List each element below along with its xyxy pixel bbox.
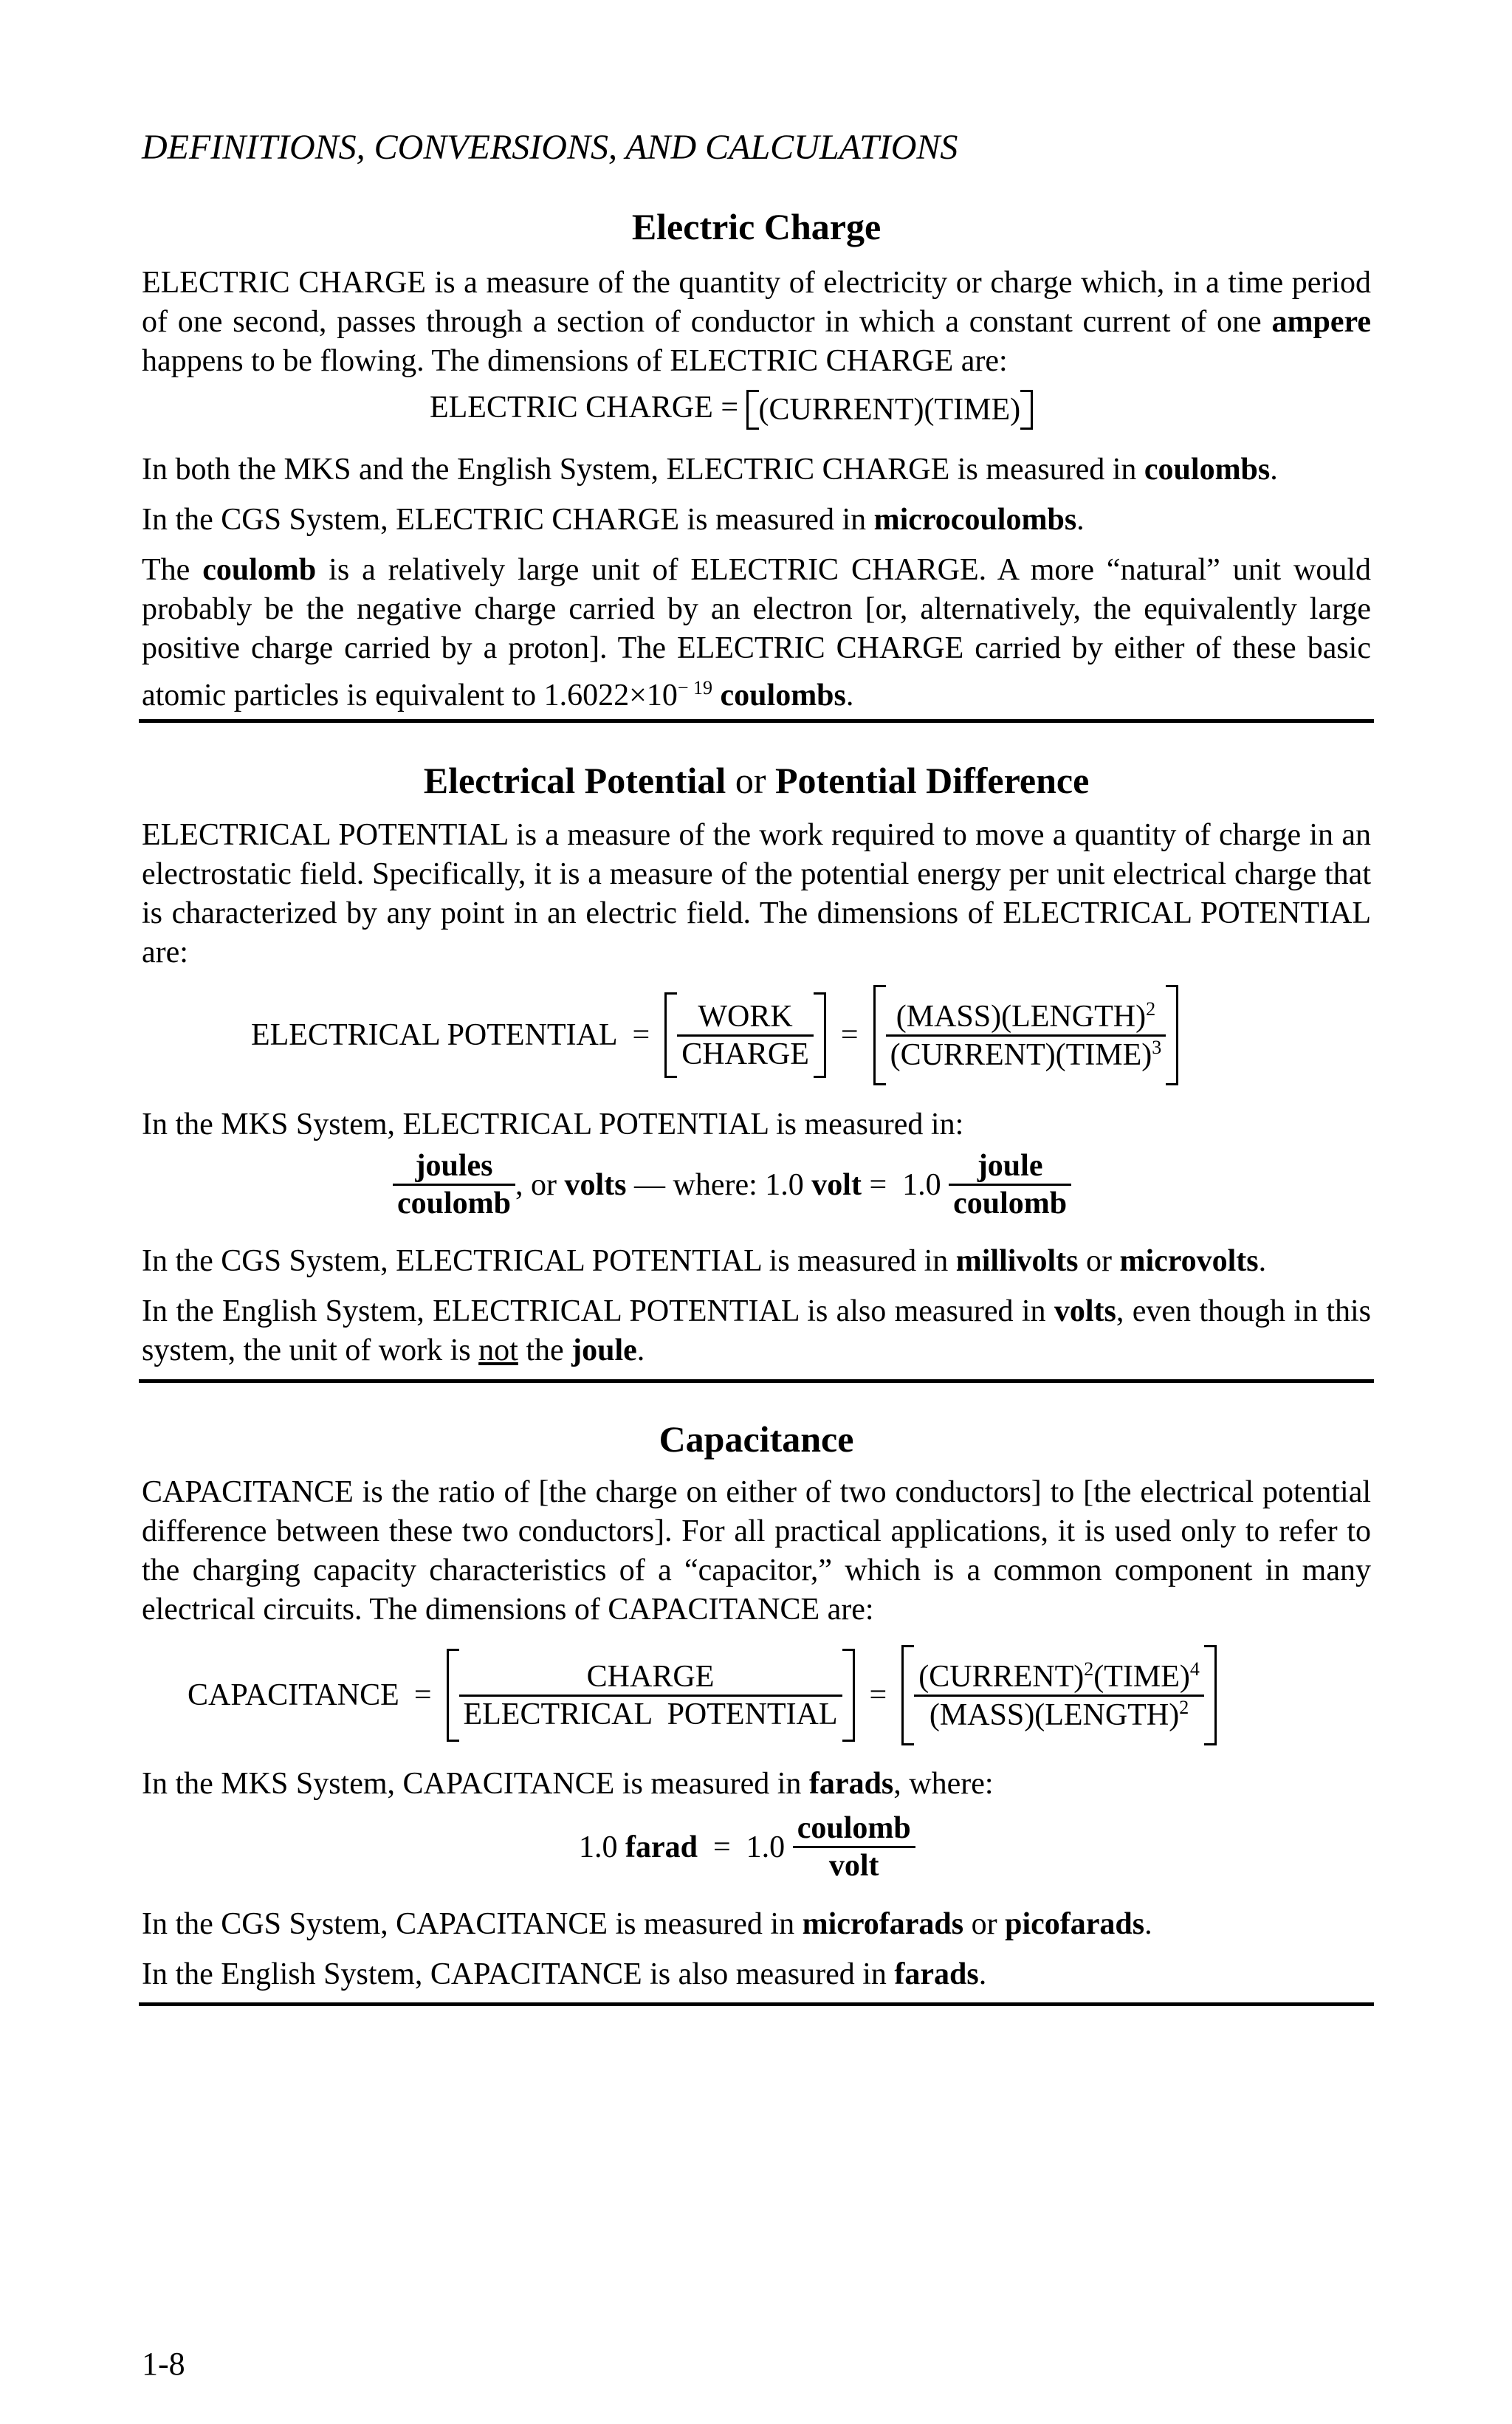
exponent: 3 xyxy=(1152,1036,1162,1058)
denominator: ELECTRICAL POTENTIAL xyxy=(463,1697,838,1731)
numerator xyxy=(914,1658,1204,1695)
equals-sign: = xyxy=(413,1678,432,1712)
capacitance-paragraph-1: CAPACITANCE is the ratio of [the charge on either of two conductors] to [the electrical potential difference between these two conductors]. For all practical applications, it is used only to refer to the charging capacity characteristics of a “capacitor,” which is a common component in many electrical circuits. The dimensions of CAPACITANCE are: xyxy=(142,1475,1371,1627)
numerator-text: (TIME) xyxy=(1093,1659,1190,1694)
potential-paragraph-4: In the English System, ELECTRICAL POTENTIAL is also measured in volts, even though in this system, the unit of work is not the joule. xyxy=(142,1294,1372,1367)
bold-term: farads xyxy=(894,1957,979,1991)
bracket-group xyxy=(447,1649,855,1742)
exponent: 4 xyxy=(1189,1658,1200,1680)
text: — where: 1.0 xyxy=(626,1167,812,1202)
exponent: − 19 xyxy=(677,677,713,698)
capacitance-equation xyxy=(188,1645,1417,1745)
fraction-charge-potential xyxy=(459,1659,842,1732)
numerator-text: (MASS)(LENGTH) xyxy=(896,999,1147,1034)
denominator xyxy=(925,1697,1193,1733)
underlined-term: not xyxy=(478,1333,518,1367)
text: In the MKS System, CAPACITANCE is measured in xyxy=(142,1767,809,1801)
left-bracket xyxy=(664,992,677,1078)
page xyxy=(142,0,1371,2424)
numerator: coulomb xyxy=(797,1811,911,1845)
numerator xyxy=(892,998,1160,1034)
left-bracket xyxy=(447,1649,459,1742)
text: In both the MKS and the English System, ELECTRIC CHARGE is measured in xyxy=(142,453,1144,487)
numerator-text: (CURRENT) xyxy=(918,1659,1085,1694)
text: = 1.0 xyxy=(861,1167,949,1202)
section-title-electrical-potential xyxy=(142,759,1371,802)
text: or xyxy=(963,1907,1006,1941)
title-part: Potential Difference xyxy=(774,760,1090,801)
denominator xyxy=(886,1037,1166,1073)
text: is a relatively large unit of ELECTRIC CHARGE. A more “natural” unit would probably be the negative charge carried by an electron [or, alternatively, the equivalently large positive charge carried by a proton]. The ELECTRIC CHARGE carried by either of these basic atomic particles is equivalent to xyxy=(142,553,1371,713)
fraction-coulomb-volt xyxy=(793,1810,915,1884)
electron-charge-value: 1.6022×10 xyxy=(543,679,678,713)
bracket-group xyxy=(873,985,1179,1085)
equation-lhs: CAPACITANCE xyxy=(188,1678,399,1712)
right-bracket xyxy=(842,1649,855,1742)
exponent: 2 xyxy=(1179,1696,1189,1718)
equals-sign: = xyxy=(721,391,746,425)
bold-term: coulomb xyxy=(202,553,317,587)
bold-term: picofarads xyxy=(1005,1907,1145,1941)
capacitance-paragraph-2 xyxy=(142,1765,1371,1804)
bracket-group xyxy=(664,992,826,1078)
numerator: joule xyxy=(977,1149,1043,1183)
denominator: coulomb xyxy=(397,1187,512,1220)
potential-equation xyxy=(251,985,1480,1085)
charge-paragraph-1 xyxy=(142,264,1371,381)
denominator-text: (CURRENT)(TIME) xyxy=(890,1037,1152,1072)
text: In the CGS System, CAPACITANCE is measured in xyxy=(142,1907,803,1941)
fraction-work-charge xyxy=(677,999,814,1072)
fraction-dimensions xyxy=(886,998,1166,1073)
left-bracket xyxy=(873,985,886,1085)
text: In the English System, ELECTRICAL POTENTIAL is also measured in xyxy=(142,1294,1054,1328)
capacitance-paragraph-3: In the CGS System, CAPACITANCE is measured in microfarads or picofarads. xyxy=(142,1907,1152,1941)
bold-term: volts xyxy=(1054,1294,1116,1328)
bold-term: volts xyxy=(564,1167,627,1202)
title-part: Electrical Potential xyxy=(423,760,726,801)
bold-term: farads xyxy=(808,1767,894,1801)
text: happens to be flowing. The dimensions of ELECTRIC CHARGE are: xyxy=(142,344,1008,378)
numerator: CHARGE xyxy=(586,1659,715,1694)
bold-term: ampere xyxy=(1271,305,1371,339)
potential-paragraph-1: ELECTRICAL POTENTIAL is a measure of the work required to move a quantity of charge in an electrostatic field. Specifically, it is a measure of the potential energy per unit electrical charge that is characterized by any point in an electric field. The dimensions of ELECTRICAL POTENTIAL are: xyxy=(142,818,1371,969)
charge-equation xyxy=(430,390,1512,430)
running-head: DEFINITIONS, CONVERSIONS, AND CALCULATIONS xyxy=(142,128,958,167)
section-title-electric-charge: Electric Charge xyxy=(631,206,882,247)
bold-term: coulombs xyxy=(1144,453,1271,487)
text: 1.0 xyxy=(579,1830,625,1864)
numerator: WORK xyxy=(698,999,793,1034)
left-bracket xyxy=(746,390,759,430)
text: = 1.0 xyxy=(698,1830,793,1864)
section-divider xyxy=(139,2002,1374,2006)
fraction-joules-coulomb xyxy=(393,1148,515,1221)
equation-lhs: ELECTRIC CHARGE xyxy=(430,391,713,425)
bold-term: joule xyxy=(571,1333,637,1367)
text: , even though in this system, the unit of work is xyxy=(142,1294,1372,1367)
right-bracket xyxy=(1020,390,1033,430)
section-title-capacitance: Capacitance xyxy=(659,1418,854,1460)
text: In the CGS System, ELECTRICAL POTENTIAL is measured in xyxy=(142,1244,956,1278)
equals-sign: = xyxy=(869,1678,887,1712)
text: , or xyxy=(515,1167,565,1202)
bold-term: coulombs xyxy=(720,679,846,713)
left-bracket xyxy=(901,1645,914,1745)
fraction-joule-coulomb xyxy=(949,1148,1071,1221)
section-divider xyxy=(139,719,1374,723)
equals-sign: = xyxy=(840,1018,859,1052)
potential-paragraph-3: In the CGS System, ELECTRICAL POTENTIAL is measured in millivolts or microvolts. xyxy=(142,1244,1267,1278)
numerator: joules xyxy=(415,1149,493,1183)
text: The xyxy=(142,553,203,587)
equation-lhs: ELECTRICAL POTENTIAL xyxy=(251,1018,618,1052)
volt-definition xyxy=(393,1148,1512,1221)
capacitance-paragraph-4: In the English System, CAPACITANCE is also measured in farads. xyxy=(142,1957,987,1991)
exponent: 2 xyxy=(1084,1658,1094,1680)
right-bracket xyxy=(1166,985,1178,1085)
equals-sign: = xyxy=(632,1018,650,1052)
text: , where: xyxy=(893,1767,994,1801)
fraction-dimensions xyxy=(914,1658,1204,1733)
bracket-group xyxy=(746,390,1034,430)
section-divider xyxy=(139,1379,1374,1383)
bold-term: volt xyxy=(811,1167,862,1202)
equation-rhs: (CURRENT)(TIME) xyxy=(758,393,1021,428)
right-bracket xyxy=(814,992,826,1078)
farad-definition xyxy=(579,1810,1512,1884)
text: In the English System, CAPACITANCE is also measured in xyxy=(142,1957,895,1991)
title-or: or xyxy=(735,760,766,801)
text: or xyxy=(1078,1244,1120,1278)
text: In the CGS System, ELECTRIC CHARGE is measured in xyxy=(142,503,874,537)
bold-term: millivolts xyxy=(955,1244,1079,1278)
charge-paragraph-2: In both the MKS and the English System, ELECTRIC CHARGE is measured in coulombs. xyxy=(142,453,1278,487)
charge-paragraph-4: The coulomb is a relatively large unit of ELECTRIC CHARGE. A more “natural” unit would probably be the negative charge carried by an electron [or, alternatively, the equivalently large positive charge carried by a proton]. The ELECTRIC CHARGE carried by either of these basic atomic particles is equivalent to $1.6022\times 10^{- 19}$ coulombs. xyxy=(142,553,1371,713)
text: ELECTRIC CHARGE is a measure of the quantity of electricity or charge which, in a time period of one second, passes through a section of conductor in which a constant current of one xyxy=(142,266,1371,339)
denominator: CHARGE xyxy=(681,1037,809,1071)
denominator: volt xyxy=(828,1849,879,1883)
charge-paragraph-3: In the CGS System, ELECTRIC CHARGE is measured in microcoulombs. xyxy=(142,503,1085,537)
right-bracket xyxy=(1204,1645,1217,1745)
text: the xyxy=(518,1333,572,1367)
bracket-group xyxy=(901,1645,1217,1745)
bold-term: microvolts xyxy=(1119,1244,1259,1278)
exponent: 2 xyxy=(1146,998,1156,1020)
bold-term: microfarads xyxy=(802,1907,964,1941)
bold-term: farad xyxy=(625,1830,698,1864)
bold-term: microcoulombs xyxy=(873,503,1077,537)
potential-paragraph-2: In the MKS System, ELECTRICAL POTENTIAL is measured in: xyxy=(142,1108,964,1141)
denominator: coulomb xyxy=(953,1187,1068,1220)
denominator-text: (MASS)(LENGTH) xyxy=(929,1697,1180,1732)
page-number: 1-8 xyxy=(142,2346,185,2382)
